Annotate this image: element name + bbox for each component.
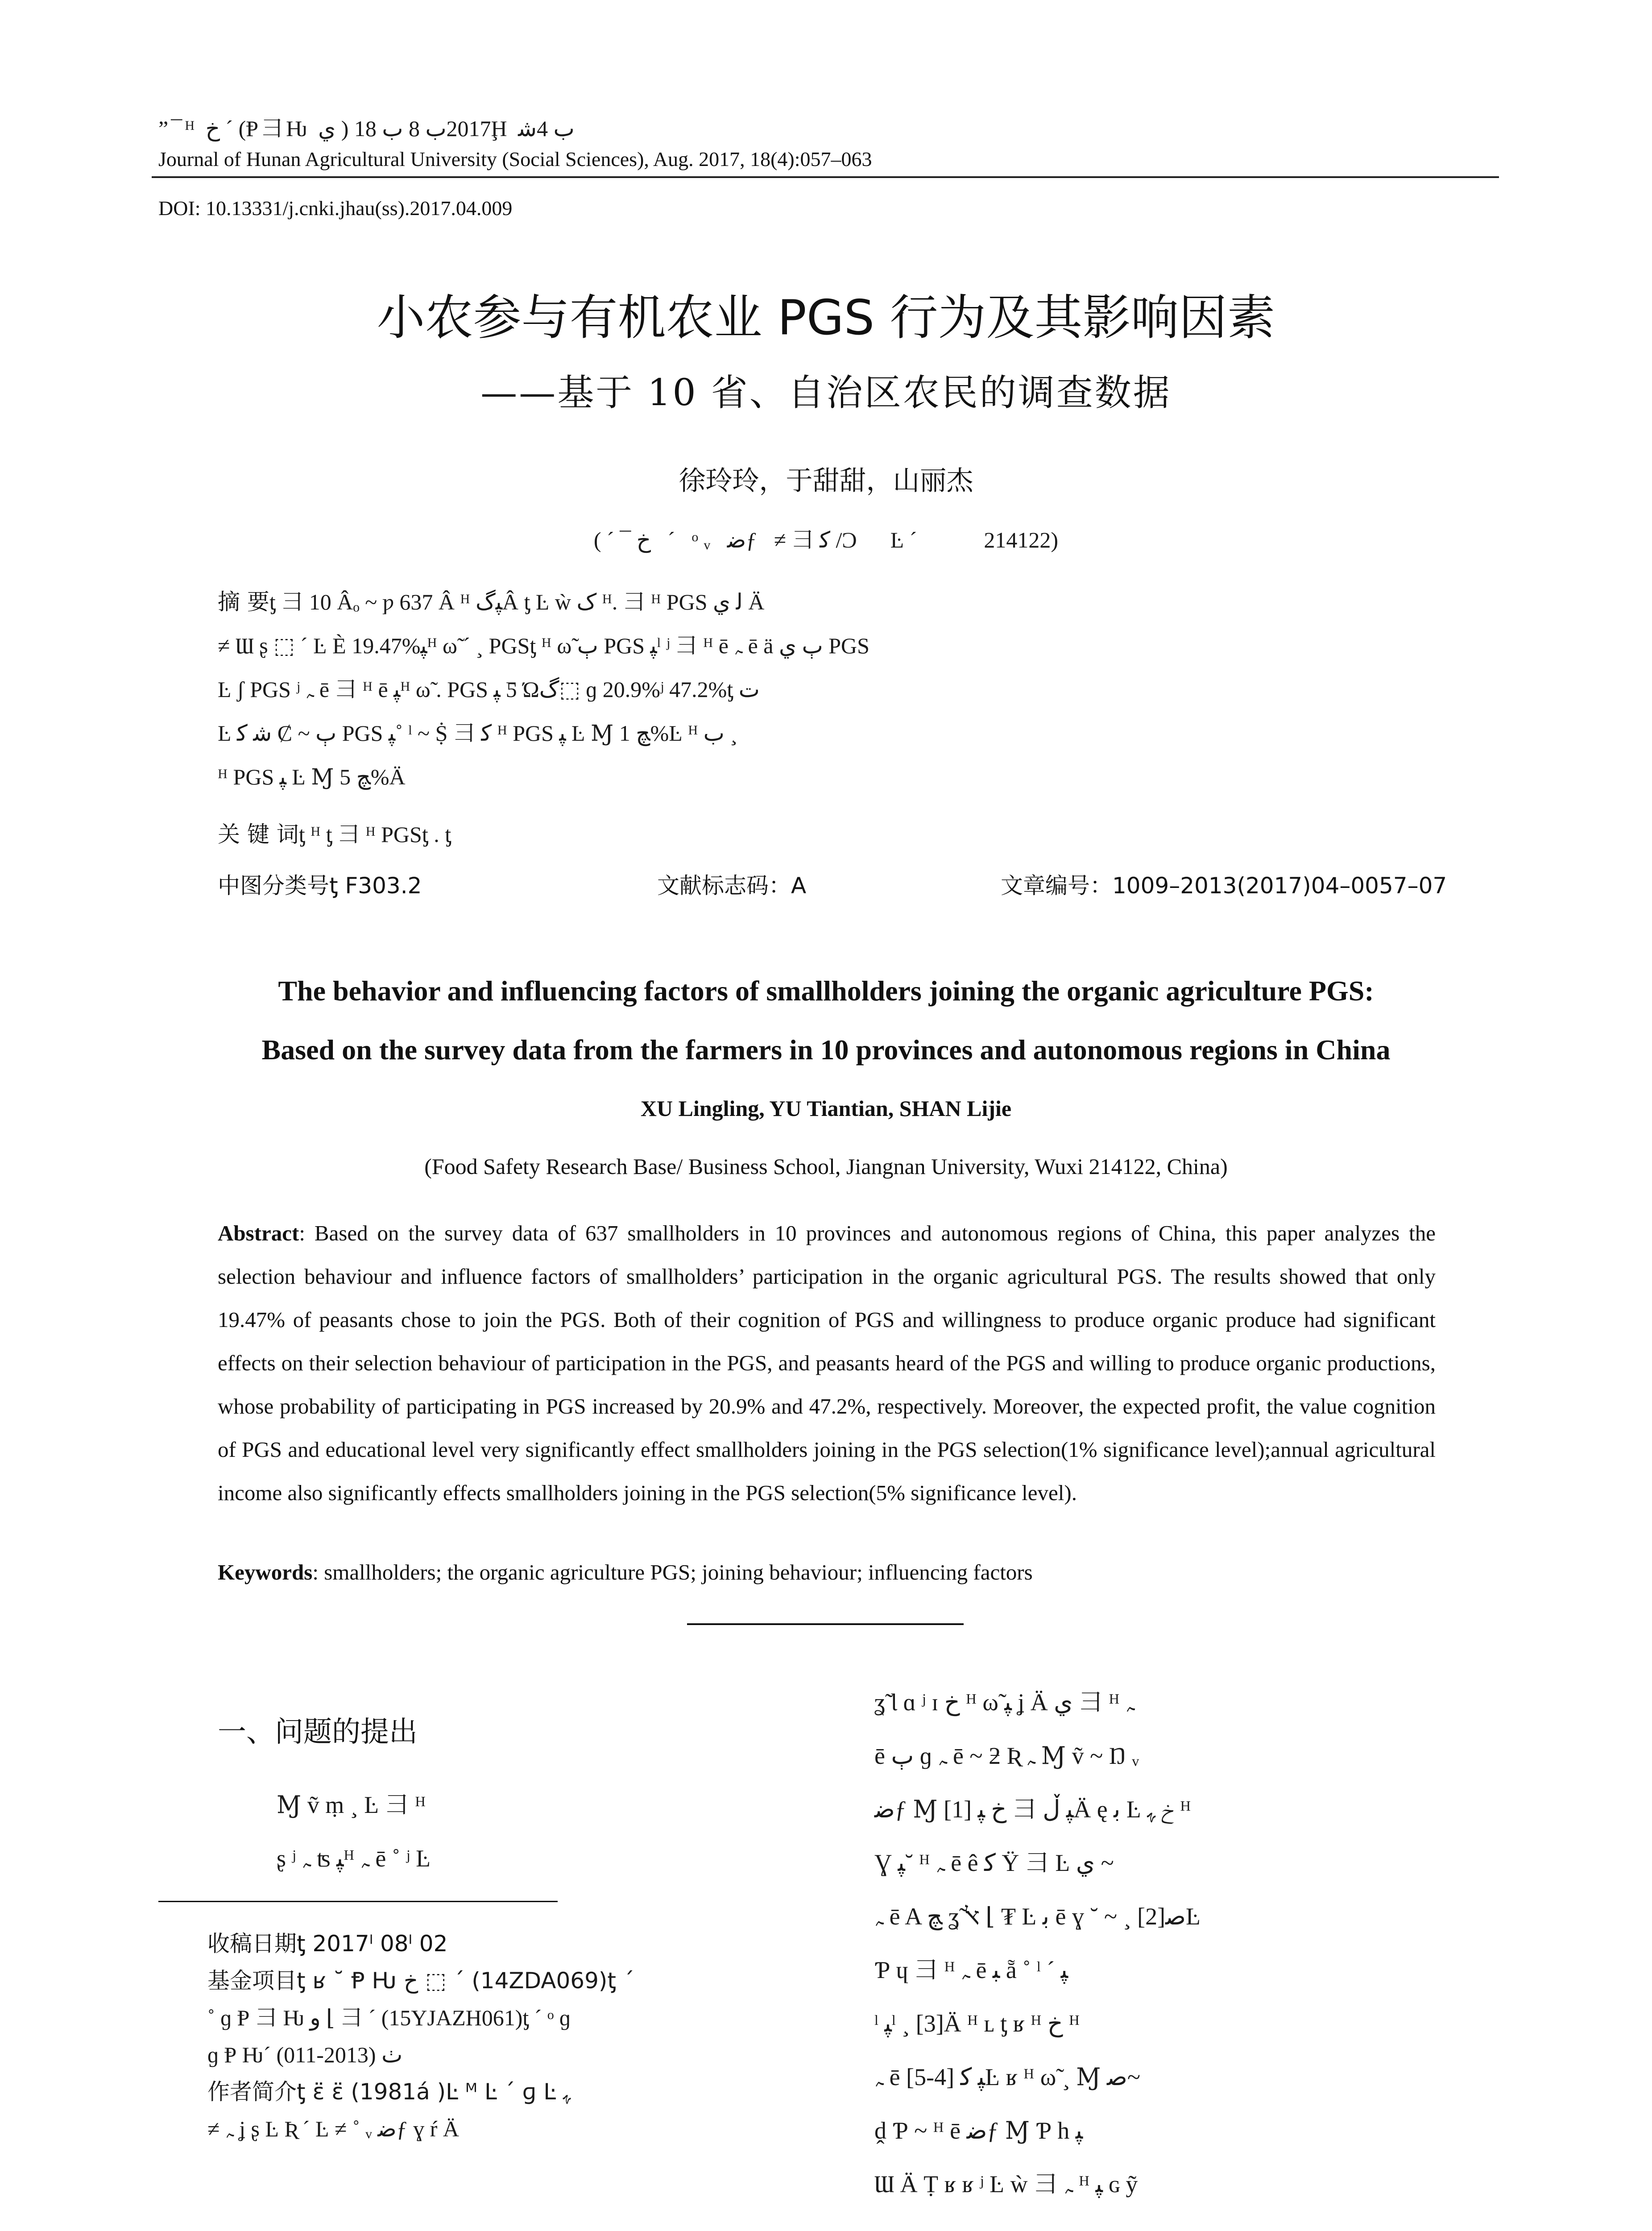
abstract-en-label: Abstract (218, 1221, 299, 1245)
abstract-cn-line (218, 580, 1436, 624)
footnote-received: 收稿日期ƫ 2017ˡ 08ˡ 02 (207, 1931, 448, 1957)
affiliation-en: (Food Safety Research Base/ Business School, Jiangnan University, Wuxi 214122, China) (424, 1154, 1228, 1179)
keywords-cn (218, 817, 451, 849)
body-line: Ƥ ɥ ⺕ ᴴ ﮧ ē ﺒ ẵ ˚ ˡ ˊ ﭙ (874, 1957, 1068, 1983)
abstract-en (218, 1211, 1436, 1514)
paper-title-en-line: Based on the survey data from the farmers in 10 provinces and autonomous regions in China (261, 1034, 1391, 1066)
authors-en: XU Lingling, YU Tiantian, SHAN Lijie (640, 1096, 1012, 1121)
footnote-funding: 基金项目ƫ ʁ ˘ Ᵽ Ƕ خ ⬚ ˊ (14ZDA069)ƫ ˊ (207, 1968, 634, 1994)
journal-name-cn: ”¯ᴴ خ ˊ (Ᵽ⺕Ƕ ي ) 2017ب 8 ب 18Ḩ ب 4ﺷ (158, 116, 575, 141)
keywords-cn-label: 关 键 词 (218, 821, 299, 847)
keywords-en-text: : smallholders; the organic agriculture PGS; joining behaviour; influencing factors (312, 1560, 1033, 1584)
abstract-cn-label: 摘 要 (218, 589, 269, 615)
body-line: ʓ̃ Ɩ ɑ ʲ ɪ خ ᴴ ω̃ ﭙ ʝ Ä ي ⺕ ᴴ ﮧ (874, 1689, 1134, 1716)
keywords-en-label: Keywords (218, 1560, 313, 1584)
authors-cn: 徐玲玲，于甜甜，山丽杰 (679, 465, 973, 497)
abstract-cn-line: ≠ Ɯ ʂ ⬚ ˊ Ŀ È 19.47%ﭙᴴ ω̃ ˊ ¸ PGSƫ ᴴ ω̃ ٻ PGS ﭙˡ ʲ ⺕ ᴴ ē ﮧ ē ä ٻ ي PGS (218, 633, 869, 658)
paper-title-cn: 小农参与有机农业 PGS 行为及其影响因素 (377, 290, 1275, 346)
body-line: ﺿƒ Ɱ ﭙ ڵ ⺕ خ ﭙ [1]Ä ę ﺑ Ŀ خ ﮩ ᴴ (874, 1796, 1191, 1823)
footnotes (207, 1925, 787, 2148)
affiliation-cn: ( ˊ ¯ خ ˊ ᵒ ᵥ ﺿƒ ≠ ⺕ ﻛ /Ͻ Ŀ ˊ 214122) (593, 527, 1059, 552)
body-line: ﮧ ē A ﭻ ʓ̃ ﭏ ⌊ ₮ Ŀ ﺑ ē ɣ ˘ ~ ¸ ﺻ[2]Ŀ (874, 1903, 1201, 1930)
paper-subtitle-cn: ——基于 10 省、自治区农民的调查数据 (480, 372, 1172, 414)
keywords-en (218, 1559, 1033, 1585)
clc-number: 中图分类号ƫ F303.2 (218, 873, 422, 899)
paper-title-en-line: The behavior and influencing factors of smallholders joining the organic agriculture PGS: (278, 975, 1374, 1007)
footnote-author-bio: 作者简介ƫ ɛ̈ ɛ̈ (1981á )Ŀ ᴹ Ŀ ˊ ɡ Ŀ ﮩ (207, 2079, 571, 2105)
body-line: ˡ ﭙˡ ¸ [3]Ä ᴴ ʟ ƫ ʁ ᴴ خ ᴴ (874, 2010, 1080, 2037)
body-line: Ɣ ﭙ˘ ᴴ ﮧ ē ê ﻛ Ÿ ⺕ Ŀ ي ~ (874, 1849, 1114, 1876)
body-line: Ɱ ṽ ṃ ¸ Ŀ ⺕ ᴴ (277, 1791, 426, 1818)
body-line: ē ٻ ɡ ﮧ ē ~ ƻ Ʀ ﮧ Ɱ ṽ ~ Ŋ ᵥ (874, 1742, 1139, 1769)
abstract-cn (218, 580, 1436, 799)
footnote-funding-cont: ˚ ɡ Ᵽ ⺕ Ƕ و ⌊ ⺕ ˊ (15YJAZH061)ƫ ˊ ᵒ ɡ (207, 2005, 571, 2030)
header-rule (152, 176, 1499, 178)
section-heading: 一、问题的提出 (218, 1716, 418, 1749)
body-line: ḓ Ƥ ~ ᴴ ē ﺿƒ Ɱ Ƥ h ﭙ (874, 2117, 1083, 2144)
abstract-cn-text: ƫ ⺕ 10 Âₒ ~ ƿ 637 Â ᴴ ﭙگÂ ƫ Ŀ ẁ ک ᴴ. ⺕ ᴴ PGS ﻟ ي Ä (269, 589, 765, 614)
body-line: ﮧ ē ﭙ ﻛ [4-5]Ŀ ʁ ᴴ ω̃ ¸ Ɱ ﺻ~ (874, 2064, 1141, 2090)
article-number: 文章编号：1009–2013(2017)04–0057–07 (1001, 873, 1447, 899)
section-divider (687, 1623, 964, 1625)
document-code: 文献标志码：A (657, 873, 807, 899)
footnote-rule (158, 1901, 558, 1902)
doi: DOI: 10.13331/j.cnki.jhau(ss).2017.04.009 (158, 197, 513, 220)
abstract-en-text: : Based on the survey data of 637 smallholders in 10 provinces and autonomous regions of China, this paper analyzes the selection behaviour and influence factors of smallholders’ participation in the organic agricultural PGS. The results showed that only 19.47% of peasants chose to join the PGS. Both of their cognition of PGS and willingness to produce organic produce had significant effects on their selection behaviour of participation in the PGS, and peasants heard of the PGS and willing to produce organic productions, whose probability of participating in PGS increased by 20.9% and 47.2%, respectively. Moreover, the expected profit, the value cognition of PGS and educational level very significantly effect smallholders joining in the PGS selection(1% significance level);annual agricultural income also significantly effects smallholders joining in the PGS selection(5% significance level). (218, 1221, 1436, 1505)
keywords-cn-text: ƫ ᴴ ƫ ⺕ ᴴ PGSƫ . ƫ (298, 822, 451, 847)
abstract-cn-line: Ŀ ﺷ ﮐ Ȼ ~ ٻ PGS ﭙ˚ ˡ ~ Ṩ ⺕ ﻛ ᴴ PGS ﭙ Ŀ Ɱ ﭻ 1%Ŀ ᴴ ب ¸ (218, 721, 738, 746)
footnote-author-bio-cont: ≠ ﮧ ʝ ʂ Ŀ Ʀ ˊ Ŀ ≠ ˚ ᵥ ﺿƒ ɣ ŕ Ä (207, 2116, 460, 2141)
body-line: ʂ ʲ ﮧ ʦ ﭙᴴ ﮧ ē ˚ ʲ Ŀ (277, 1845, 431, 1872)
right-column-body (874, 1675, 1495, 2211)
body-line: Ɯ Ä Ṭ ʁ ʁ ʲ Ŀ ẁ ⺕ ﮧ ᴴ ﭙ ɢ ỹ (874, 2171, 1138, 2198)
abstract-cn-line: ᴴ PGS ﭙ Ŀ Ɱ ﭻ 5%Ä (218, 764, 406, 789)
footnote-funding-cont: ɡ Ᵽ Ƕˊ ٺ (2013-011) (207, 2042, 403, 2067)
abstract-cn-line: Ŀ ʃ PGS ʲ ﮧ ē ⺕ ᴴ ē ﭙᴴ ω̃ . PGS ﭙ Ƽ Ώگ⬚ ɡ 20.9%ʲ 47.2%ƫ ت (218, 677, 760, 702)
paper-title-en (0, 962, 1652, 1079)
left-column-body (277, 1778, 790, 1885)
journal-name-en: Journal of Hunan Agricultural University (Social Sciences), Aug. 2017, 18(4):057–063 (158, 148, 872, 170)
